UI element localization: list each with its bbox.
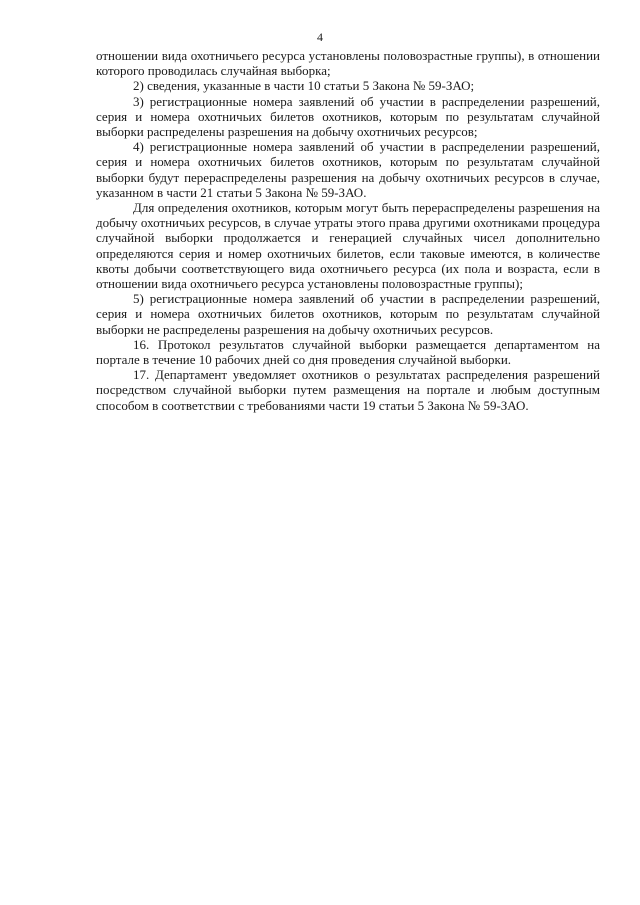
paragraph: 5) регистрационные номера заявлений об участии в распределении разрешений, серия и номера охотничьих билетов охотников, которым по результатам случайной выборки не распределены разрешения на добычу охотничьих ресурсов. <box>96 291 600 337</box>
paragraph: отношении вида охотничьего ресурса установлены половозрастные группы), в отношении которого проводилась случайная выборка; <box>96 48 600 79</box>
paragraph: 4) регистрационные номера заявлений об участии в распределении разрешений, серия и номера охотничьих билетов охотников, которым по результатам случайной выборки будут перераспределены разрешения на добычу охотничьих ресурсов в случае, указанном в части 21 статьи 5 Закона № 59-ЗАО. <box>96 139 600 200</box>
paragraph: Для определения охотников, которым могут быть перераспределены разрешения на добычу охотничьих ресурсов, в случае утраты этого права другими охотниками процедура случайной выборки продолжается и генерацией случайных чисел дополнительно определяются серия и номер охотничьих билетов, если таковые имеются, в количестве квоты добычи соответствующего вида охотничьего ресурса (их пола и возраста, если в отношении вида охотничьего ресурса установлены половозрастные группы); <box>96 200 600 292</box>
paragraph: 16. Протокол результатов случайной выборки размещается департаментом на портале в течение 10 рабочих дней со дня проведения случайной выборки. <box>96 336 600 368</box>
document-body <box>96 48 600 413</box>
paragraph: 2) сведения, указанные в части 10 статьи 5 Закона № 59-ЗАО; <box>133 78 475 94</box>
paragraph: 17. Департамент уведомляет охотников о результатах распределения разрешений посредством случайной выборки путем размещения на портале и любым доступным способом в соответствии с требованиями части 19 статьи 5 Закона № 59-ЗАО. <box>96 367 600 413</box>
page-number: 4 <box>317 30 323 44</box>
paragraph: 3) регистрационные номера заявлений об участии в распределении разрешений, серия и номера охотничьих билетов охотников, которым по результатам случайной выборки распределены разрешения на добычу охотничьих ресурсов; <box>96 93 600 140</box>
